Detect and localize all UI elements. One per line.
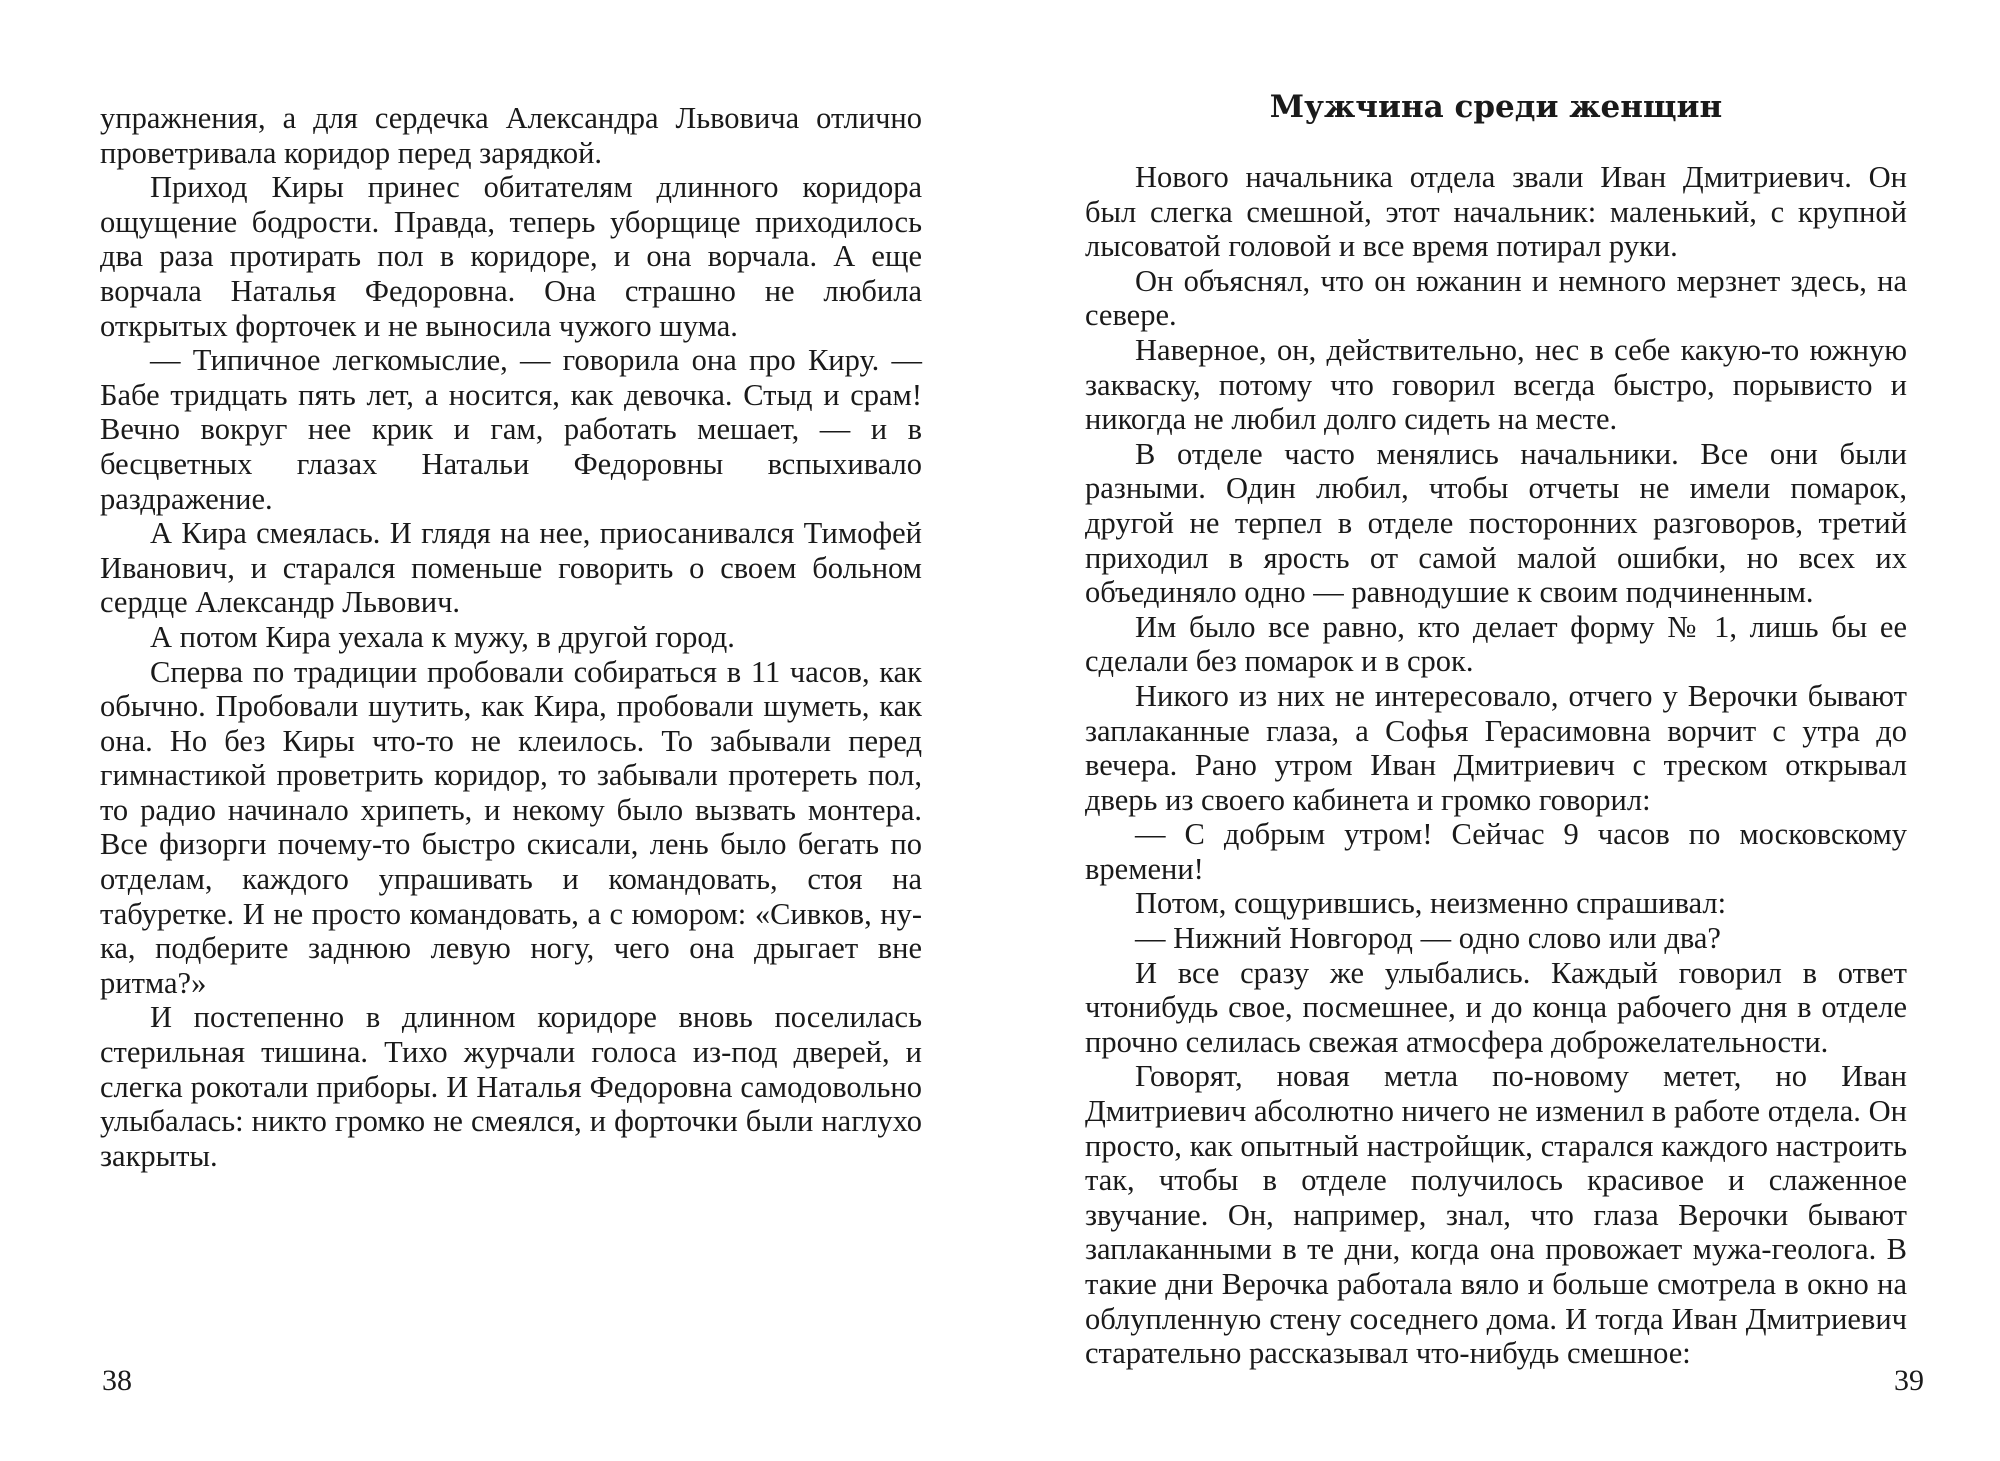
paragraph: И постепенно в длинном коридоре вновь поселилась стерильная тишина. Тихо журчали голоса из-под дверей, и слегка рокотали приборы. И Наталья Федоровна самодовольно улыбалась: никто громко не смеялся, и форточки были наглухо закрыты. — [100, 1000, 922, 1173]
paragraph: А Кира смеялась. И глядя на нее, приосанивался Тимофей Иванович, и старался поменьше говорить о своем больном сердце Александр Львович. — [100, 516, 922, 620]
paragraph: Потом, сощурившись, неизменно спрашивал: — [1135, 886, 1727, 921]
paragraph: — Типичное легкомыслие, — говорила она про Киру. — Бабе тридцать пять лет, а носится, как девочка. Стыд и срам! Вечно вокруг нее крик и гам, работать мешает, — и в бесцветных глазах Натальи Федоровны вспыхивало раздражение. — [100, 343, 922, 516]
paragraph: Никого из них не интересовало, отчего у Верочки бывают заплаканные глаза, а Софья Герасимовна ворчит с утра до вечера. Рано утром Иван Дмитриевич с треском открывал дверь из своего кабинета и громко говорил: — [1085, 678, 1907, 817]
paragraph: Приход Киры принес обитателям длинного коридора ощущение бодрости. Правда, теперь уборщице приходилось два раза протирать пол в коридоре, и она ворчала. А еще ворчала Наталья Федоровна. Она страшно не любила открытых форточек и не выносила чужого шума. — [100, 170, 922, 343]
paragraph: Им было все равно, кто делает форму № 1, лишь бы ее сделали без помарок и в срок. — [1085, 609, 1907, 679]
paragraph: Сперва по традиции пробовали собираться в 11 часов, как обычно. Пробовали шутить, как Кира, пробовали шуметь, как она. Но без Киры что-то не клеилось. То забывали перед гимнастикой проветрить коридор, то забывали протереть пол, то радио начинало хрипеть, и некому было вызвать монтера. Все физорги почему-то быстро скисали, лень было бегать по отделам, каждого упрашивать и командовать, стоя на табуретке. И не просто командовать, а с юмором: «Сивков, ну-ка, подберите заднюю левую ногу, чего она дрыгает вне ритма?» — [100, 654, 922, 1000]
page-number: 39 — [1894, 1364, 1924, 1397]
chapter-title: Мужчина среди женщин — [1269, 89, 1723, 125]
paragraph: Нового начальника отдела звали Иван Дмитриевич. Он был слегка смешной, этот начальник: маленький, с крупной лысоватой головой и все время потирал руки. — [1085, 160, 1907, 264]
paragraph: В отделе часто менялись начальники. Все они были разными. Один любил, чтобы отчеты не имели помарок, другой не терпел в отделе посторонних разговоров, третий приходил в ярость от самой малой ошибки, но всех их объединяло одно — равнодушие к своим подчиненным. — [1085, 436, 1907, 610]
paragraph: — Нижний Новгород — одно слово или два? — [1135, 921, 1721, 956]
paragraph: — С добрым утром! Сейчас 9 часов по московскому времени! — [1085, 817, 1907, 886]
right-page — [1000, 0, 2000, 1461]
left-page-text — [100, 101, 922, 1173]
paragraph: А потом Кира уехала к мужу, в другой город. — [150, 619, 735, 654]
right-page-text — [1085, 160, 1907, 1371]
paragraph: И все сразу же улыбались. Каждый говорил в ответ чтонибудь свое, посмешнее, и до конца рабочего дня в отделе прочно селилась свежая атмосфера доброжелательности. — [1085, 955, 1907, 1059]
paragraph: Говорят, новая метла по-новому метет, но Иван Дмитриевич абсолютно ничего не изменил в работе отдела. Он просто, как опытный настройщик, старался каждого настроить так, чтобы в отделе получилось красивое и слаженное звучание. Он, например, знал, что глаза Верочки бывают заплаканными в те дни, когда она провожает мужа-геолога. В такие дни Верочка работала вяло и больше смотрела в окно на облупленную стену соседнего дома. И тогда Иван Дмитриевич старательно рассказывал что-нибудь смешное: — [1085, 1059, 1907, 1371]
page-number: 38 — [102, 1364, 132, 1397]
paragraph: Наверное, он, действительно, нес в себе какую-то южную закваску, потому что говорил всегда быстро, порывисто и никогда не любил долго сидеть на месте. — [1085, 332, 1907, 437]
paragraph: упражнения, а для сердечка Александра Львовича отлично проветривала коридор перед зарядкой. — [100, 101, 922, 170]
paragraph: Он объяснял, что он южанин и немного мерзнет здесь, на севере. — [1085, 263, 1907, 333]
